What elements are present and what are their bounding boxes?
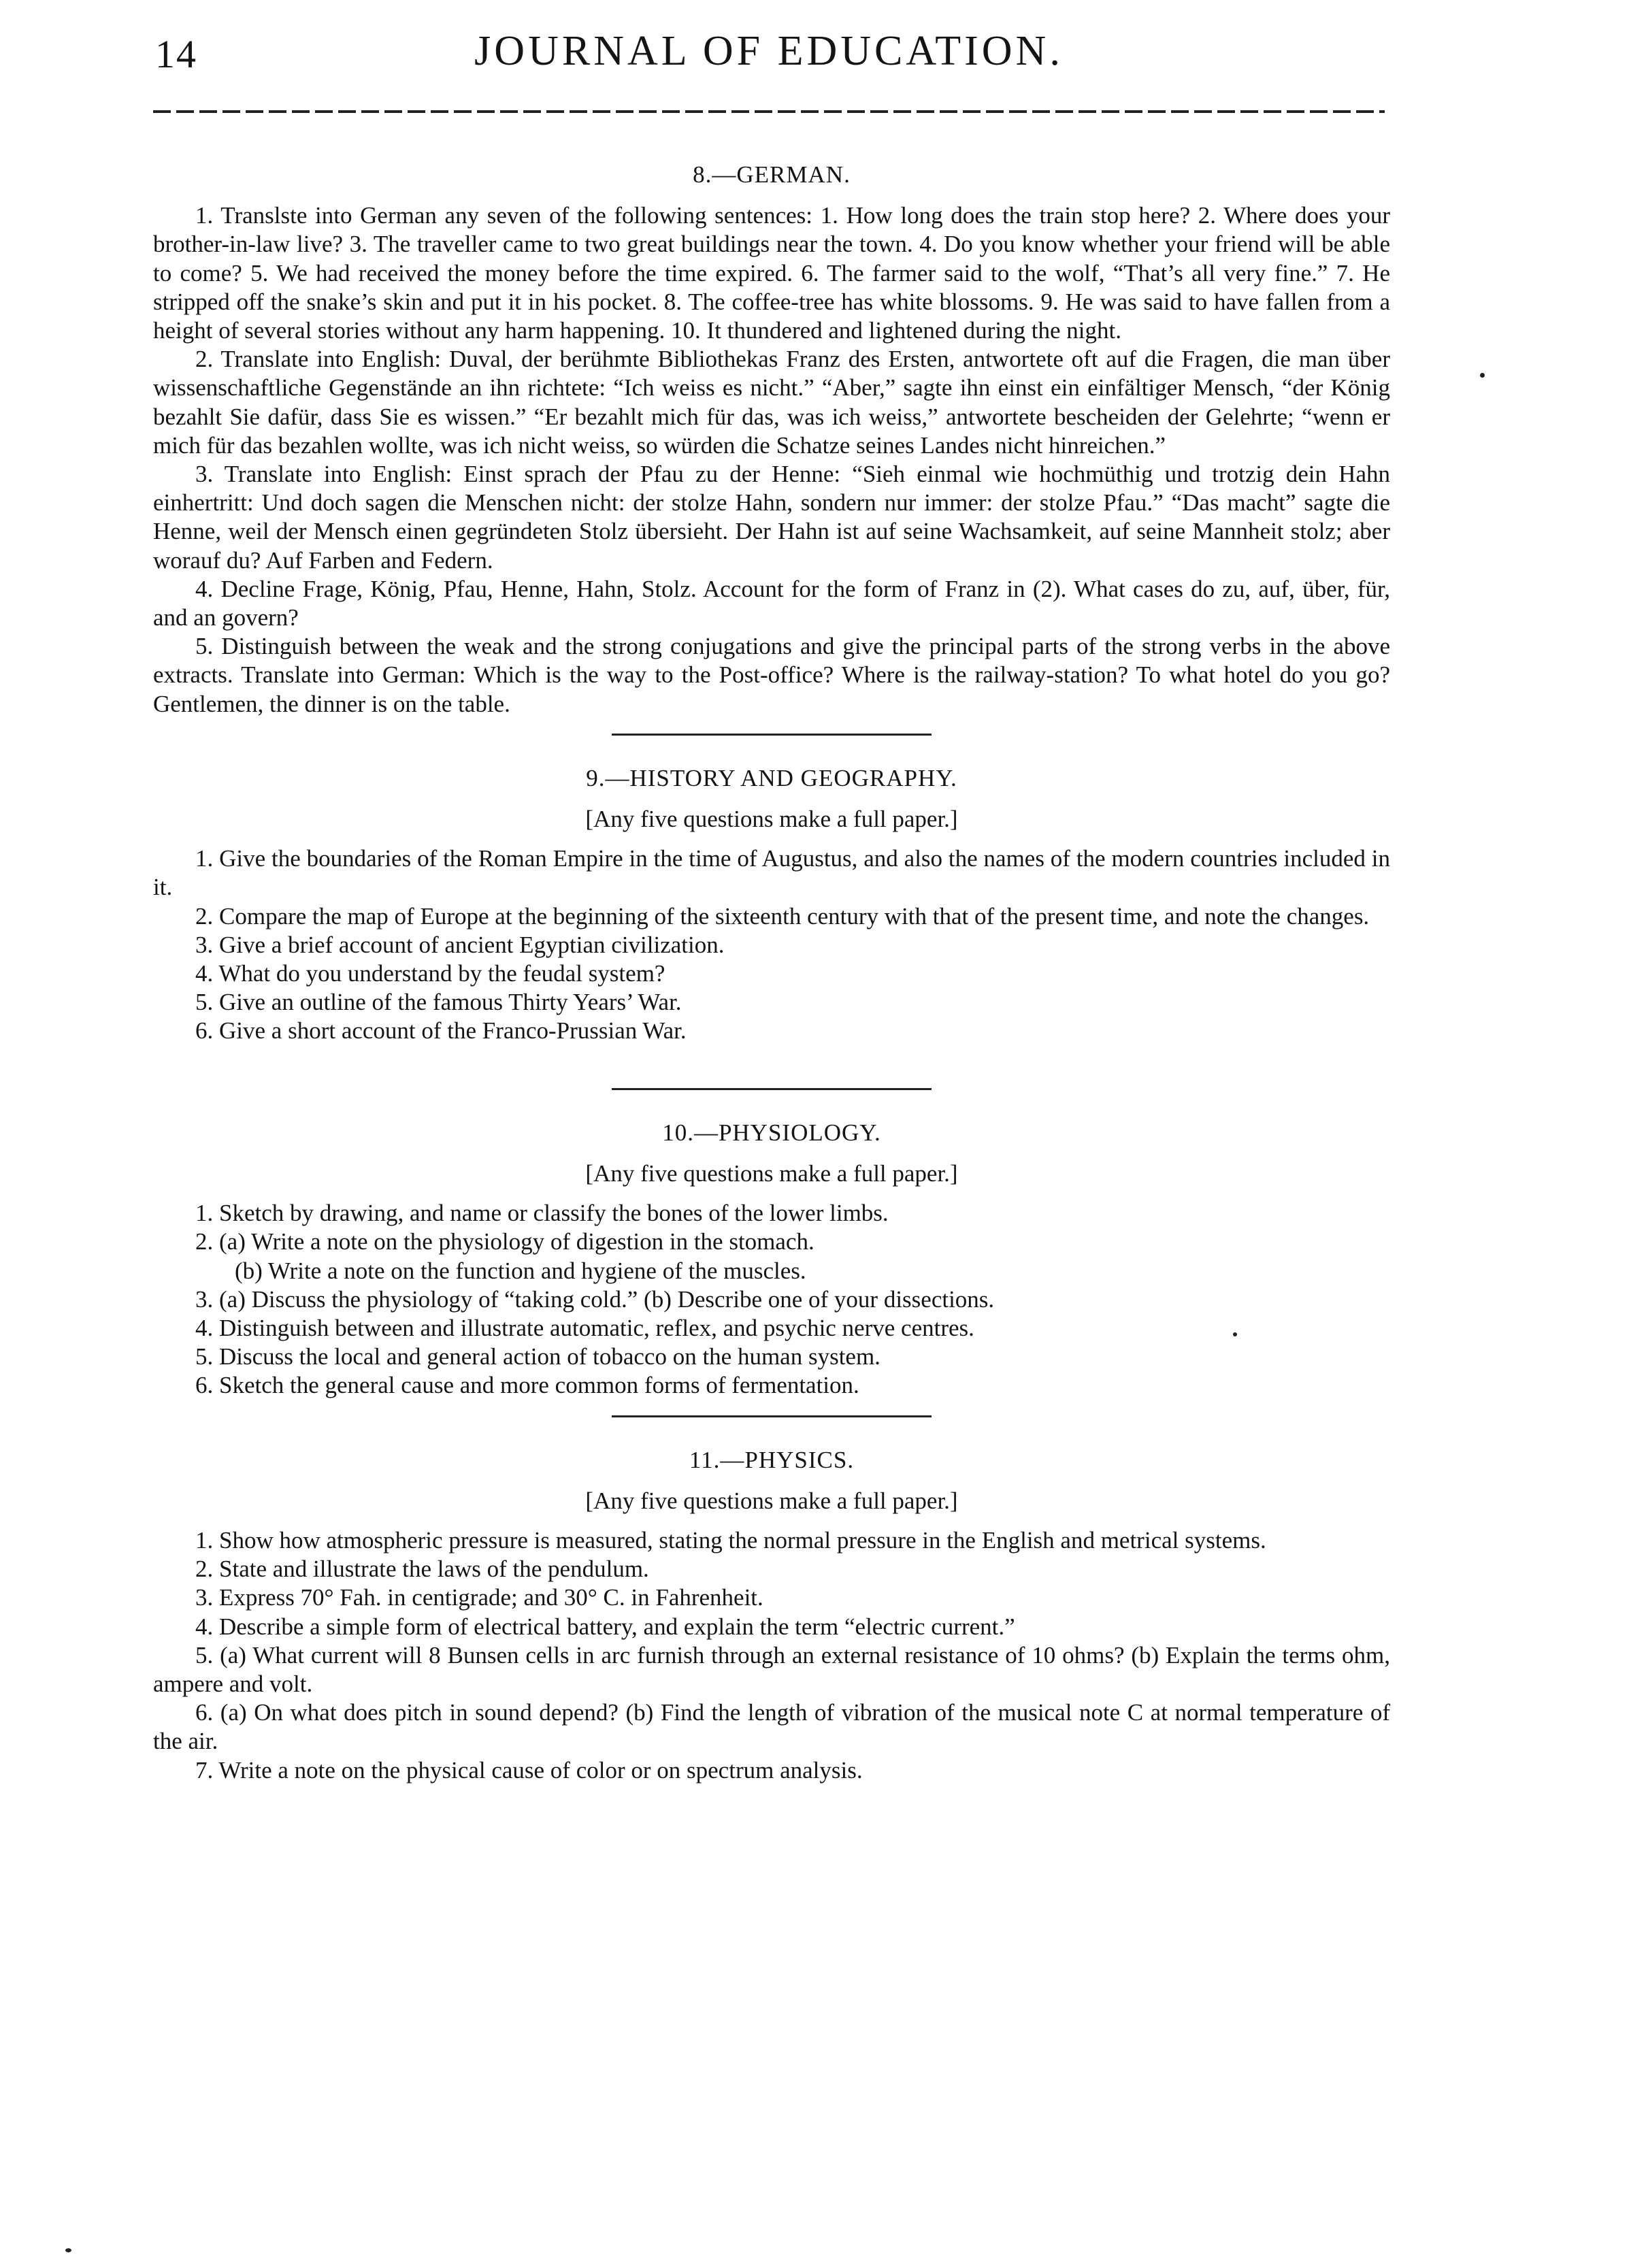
- question-paragraph: 5. (a) What current will 8 Bunsen cells in arc furnish through an external resistance of 10 ohms? (b) Explain the terms ohm, ampere and volt.: [153, 1641, 1390, 1697]
- section-instruction: [Any five questions make a full paper.]: [585, 1487, 958, 1514]
- question-subitem: (b) Write a note on the function and hygiene of the muscles.: [235, 1257, 806, 1284]
- section-title: 9.—HISTORY AND GEOGRAPHY.: [586, 764, 957, 791]
- question-paragraph: 1. Translste into German any seven of the following sentences: 1. How long does the train stop here? 2. Where does your brother-in-law live? 3. The traveller came to two great buildings near the town. 4. Do you know whether your friend will be able to come? 5. We had received the money before the time expired. 6. The farmer said to the wolf, “That’s all very fine.” 7. He stripped off the snake’s skin and put it in his pocket. 8. The coffee-tree has white blossoms. 9. He was said to have fallen from a height of several stories without any harm happening. 10. It thundered and lightened during the night.: [153, 202, 1390, 344]
- section-german: [153, 161, 1390, 719]
- section-physiology: [153, 1119, 1390, 1400]
- question-paragraph: 2. Compare the map of Europe at the beginning of the sixteenth century with that of the present time, and note the changes.: [195, 902, 1370, 930]
- question-item: 4. What do you understand by the feudal system?: [195, 960, 665, 987]
- page-header: [150, 27, 1388, 82]
- question-paragraph: 6. (a) On what does pitch in sound depend? (b) Find the length of vibration of the musical note C at normal temperature of the air.: [153, 1699, 1390, 1755]
- section-divider: [612, 1088, 932, 1090]
- section-instruction: [Any five questions make a full paper.]: [585, 1160, 958, 1187]
- section-title: 11.—PHYSICS.: [689, 1446, 855, 1473]
- question-paragraph: 1. Show how atmospheric pressure is measured, stating the normal pressure in the English and metrical systems.: [195, 1526, 1266, 1554]
- question-item: 3. Express 70° Fah. in centigrade; and 30° C. in Fahrenheit.: [195, 1584, 763, 1611]
- exam-content: [153, 161, 1390, 1785]
- question-item: 3. Give a brief account of ancient Egyptian civilization.: [195, 931, 725, 958]
- question-paragraph: 4. Decline Frage, König, Pfau, Henne, Hahn, Stolz. Account for the form of Franz in (2). What cases do zu, auf, über, für, and an govern?: [153, 575, 1390, 631]
- page-number: 14: [155, 32, 197, 76]
- question-paragraph: 3. Translate into English: Einst sprach der Pfau zu der Henne: “Sieh einmal wie hochmüthig und trotzig dein Hahn einhertritt: Und doch sagen die Menschen nicht: der stolze Hahn, sondern nur immer: der stolze Pfau.” “Das macht” sagte die Henne, weil der Mensch einen gegründeten Stolz übersieht. Der Hahn ist auf seine Wachsamkeit, auf seine Mannheit stolz; aber worauf du? Auf Farben and Federn.: [153, 461, 1390, 574]
- question-item: 4. Distinguish between and illustrate automatic, reflex, and psychic nerve centres.: [195, 1314, 974, 1341]
- ink-speck: [1480, 373, 1485, 378]
- question-item: 5. Discuss the local and general action of tobacco on the human system.: [195, 1343, 880, 1370]
- question-item: 7. Write a note on the physical cause of color or on spectrum analysis.: [195, 1756, 863, 1784]
- header-rule: [153, 110, 1385, 113]
- section-instruction: [Any five questions make a full paper.]: [585, 806, 958, 833]
- question-item: 3. (a) Discuss the physiology of “taking cold.” (b) Describe one of your dissections.: [195, 1285, 995, 1313]
- question-item: 4. Describe a simple form of electrical battery, and explain the term “electric current.”: [195, 1613, 1015, 1640]
- question-item: 1. Sketch by drawing, and name or classify the bones of the lower limbs.: [195, 1200, 889, 1227]
- journal-title: JOURNAL OF EDUCATION.: [474, 28, 1064, 74]
- question-item: 5. Give an outline of the famous Thirty Years’ War.: [195, 989, 682, 1016]
- question-item: 6. Give a short account of the Franco-Prussian War.: [195, 1017, 687, 1045]
- question-item: 2. State and illustrate the laws of the pendulum.: [195, 1556, 649, 1583]
- ink-speck: [1233, 1332, 1237, 1336]
- section-physics: [153, 1446, 1390, 1785]
- section-title: 10.—PHYSIOLOGY.: [662, 1119, 881, 1146]
- question-paragraph: 5. Distinguish between the weak and the strong conjugations and give the principal parts of the strong verbs in the above extracts. Translate into German: Which is the way to the Post-office? Where is the railway-station? To what hotel do you go? Gentlemen, the dinner is on the table.: [153, 633, 1390, 717]
- section-title: 8.—GERMAN.: [693, 161, 851, 188]
- question-item: 6. Sketch the general cause and more common forms of fermentation.: [195, 1372, 859, 1399]
- section-history-geography: [153, 764, 1390, 1046]
- ink-speck: [65, 2248, 71, 2252]
- question-item: 2. (a) Write a note on the physiology of digestion in the stomach.: [195, 1228, 814, 1255]
- question-paragraph: 2. Translate into English: Duval, der berühmte Bibliothekas Franz des Ersten, antwortete oft auf die Fragen, die man über wissenschaftliche Gegenstände an ihn richtete: “Ich weiss es nicht.” “Aber,” sagte ihn einst ein einfältiger Mensch, “der König bezahlt Sie dafür, dass Sie es wissen.” “Er bezahlt mich für das, was ich weiss,” antwortete bescheiden der Gelehrte; “wenn er mich für das bezahlen wollte, was ich nicht weiss, so würden die Schatze seines Landes nicht hinreichen.”: [153, 346, 1390, 459]
- section-divider: [612, 1415, 932, 1417]
- section-divider: [612, 734, 932, 736]
- question-paragraph: 1. Give the boundaries of the Roman Empire in the time of Augustus, and also the names of the modern countries included in it.: [153, 845, 1390, 901]
